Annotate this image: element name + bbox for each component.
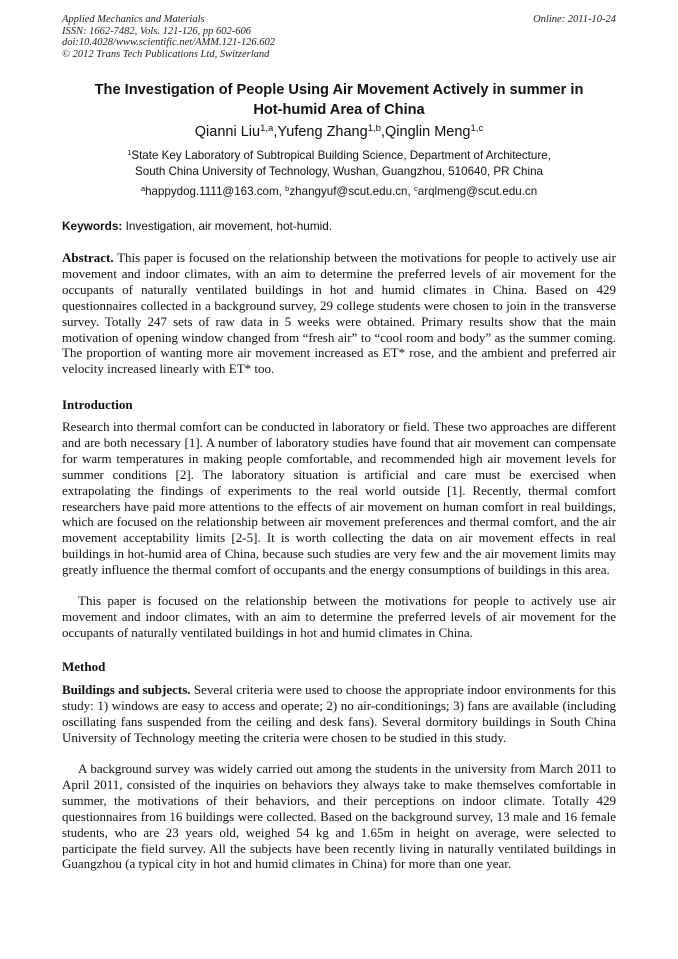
affiliation-line-1 (62, 148, 616, 164)
introduction-heading: Introduction (62, 397, 133, 412)
affiliation (62, 148, 616, 179)
copyright-line: © 2012 Trans Tech Publications Ltd, Switzerland (62, 48, 270, 60)
author-affil-sup: 1,a (260, 122, 274, 134)
journal-name: Applied Mechanics and Materials (62, 14, 205, 25)
journal-header (62, 14, 616, 60)
introduction-paragraph-2: This paper is focused on the relationship between the motivations for people to actively use air movement and indoor climates, with an aim to determine the preferred levels of air movement for the occupants of naturally ventilated buildings in hot and humid climates in China. (62, 593, 616, 640)
email-link[interactable]: happydog.1111@163.com (145, 185, 279, 198)
affiliation-line-2: South China University of Technology, Wushan, Guangzhou, 510640, PR China (135, 164, 543, 178)
abstract-label: Abstract. (62, 250, 114, 265)
author-separator: , (273, 124, 278, 140)
affiliation-sup: 1 (127, 147, 132, 157)
keywords-text: Investigation, air movement, hot-humid. (122, 219, 333, 233)
author-emails (62, 184, 616, 199)
abstract-text: This paper is focused on the relationship between the motivations for people to actively use air movement and indoor climates, with an aim to determine the preferred levels of air movement for the occupants of naturally ventilated buildings in hot and humid climates in China. Based on 429 questionnaires collected in a background survey, 29 college students were chosen to join in the transverse survey. Totally 247 sets of raw data in 5 weeks were obtained. Primary results show that the main motivation of opening window changed from “fresh air” to “cool room and body” as the summer coming. The proportion of wanting more air movement increased as ET* rose, and the ambient and preferred air velocity increased linearly with ET* too. (62, 250, 616, 377)
author-affil-sup: 1,b (367, 122, 381, 134)
author-list (62, 122, 616, 142)
author-affil-sup: 1,c (470, 122, 484, 134)
author-separator: , (381, 124, 386, 140)
introduction-paragraph-1: Research into thermal comfort can be conducted in laboratory or field. These two approaches are different and are both necessary [1]. A number of laboratory studies have found that air movement can compensate for warm temperatures in making people comfortable, and recommended high air movement levels for summer conditions [2]. The laboratory situation is artificial and care must be exercised when extrapolating the findings of experiments to the real world outside [1]. Recently, thermal comfort researchers have paid more attentions to the effects of air movement on human comfort in real buildings, which are focused on the relationship between air movement preferences and thermal comfort, and the air movement acceptability limits [2-5]. It is worth collecting the data on air movement effects in real buildings in hot-humid area of China, because such studies are very few and the air movement limits may greatly influence the thermal comfort of occupants and the energy consumptions of buildings in this area. (62, 419, 616, 578)
email-sup: a (140, 183, 146, 193)
author-name: Yufeng Zhang (277, 124, 368, 140)
online-date: Online: 2011-10-24 (533, 14, 616, 25)
abstract-paragraph (62, 250, 616, 377)
email-separator: , (278, 185, 286, 198)
keywords-label: Keywords: (62, 219, 123, 233)
method-heading: Method (62, 659, 106, 674)
method-subheading: Buildings and subjects. (62, 682, 191, 697)
title-line-2: Hot-humid Area of China (253, 102, 425, 118)
doi-line: doi:10.4028/www.scientific.net/AMM.121-126.602 (62, 37, 275, 48)
author-name: Qinglin Meng (385, 124, 471, 140)
email-sup: c (413, 183, 418, 193)
method-paragraph-2: A background survey was widely carried out among the students in the university from March 2011 to April 2011, consisted of the inquiries on behaviors they always take to make themselves comfortable in summer, the motivations of their behaviors, and their perceptions on indoor climate. Totally 429 questionnaires from 16 buildings were collected. Based on the background survey, 13 male and 16 female students, who are 23 years old, weighed 54 kg and 1.65m in height on average, were selected to participate the field survey. All the subjects have been recently living in naturally ventilated buildings in Guangzhou (a typical city in hot and humid climates in China) for more than one year. (62, 761, 616, 872)
email-separator: , (407, 185, 414, 198)
method-paragraph-1-text: Several criteria were used to choose the appropriate indoor environments for this study: 1) windows are easy to access and operate; 2) no air-conditionings; 3) fans are available (including oscillating fans suspended from the ceiling and desk fans). Several dormitory buildings in South China University of Technology meeting the criteria were chosen to be studied in this study. (62, 682, 616, 745)
issn-line: ISSN: 1662-7482, Vols. 121-126, pp 602-606 (62, 25, 251, 37)
email-sup: b (285, 183, 290, 193)
paper-title (62, 80, 616, 120)
keywords (62, 218, 616, 234)
affiliation-text: State Key Laboratory of Subtropical Building Science, Department of Architecture, (131, 149, 551, 162)
email-link[interactable]: zhangyuf@scut.edu.cn (289, 185, 408, 198)
method-paragraph-1 (62, 682, 616, 746)
title-line-1: The Investigation of People Using Air Movement Actively in summer in (94, 82, 584, 98)
email-link[interactable]: arqlmeng@scut.edu.cn (417, 185, 538, 198)
author-name: Qianni Liu (194, 124, 261, 140)
